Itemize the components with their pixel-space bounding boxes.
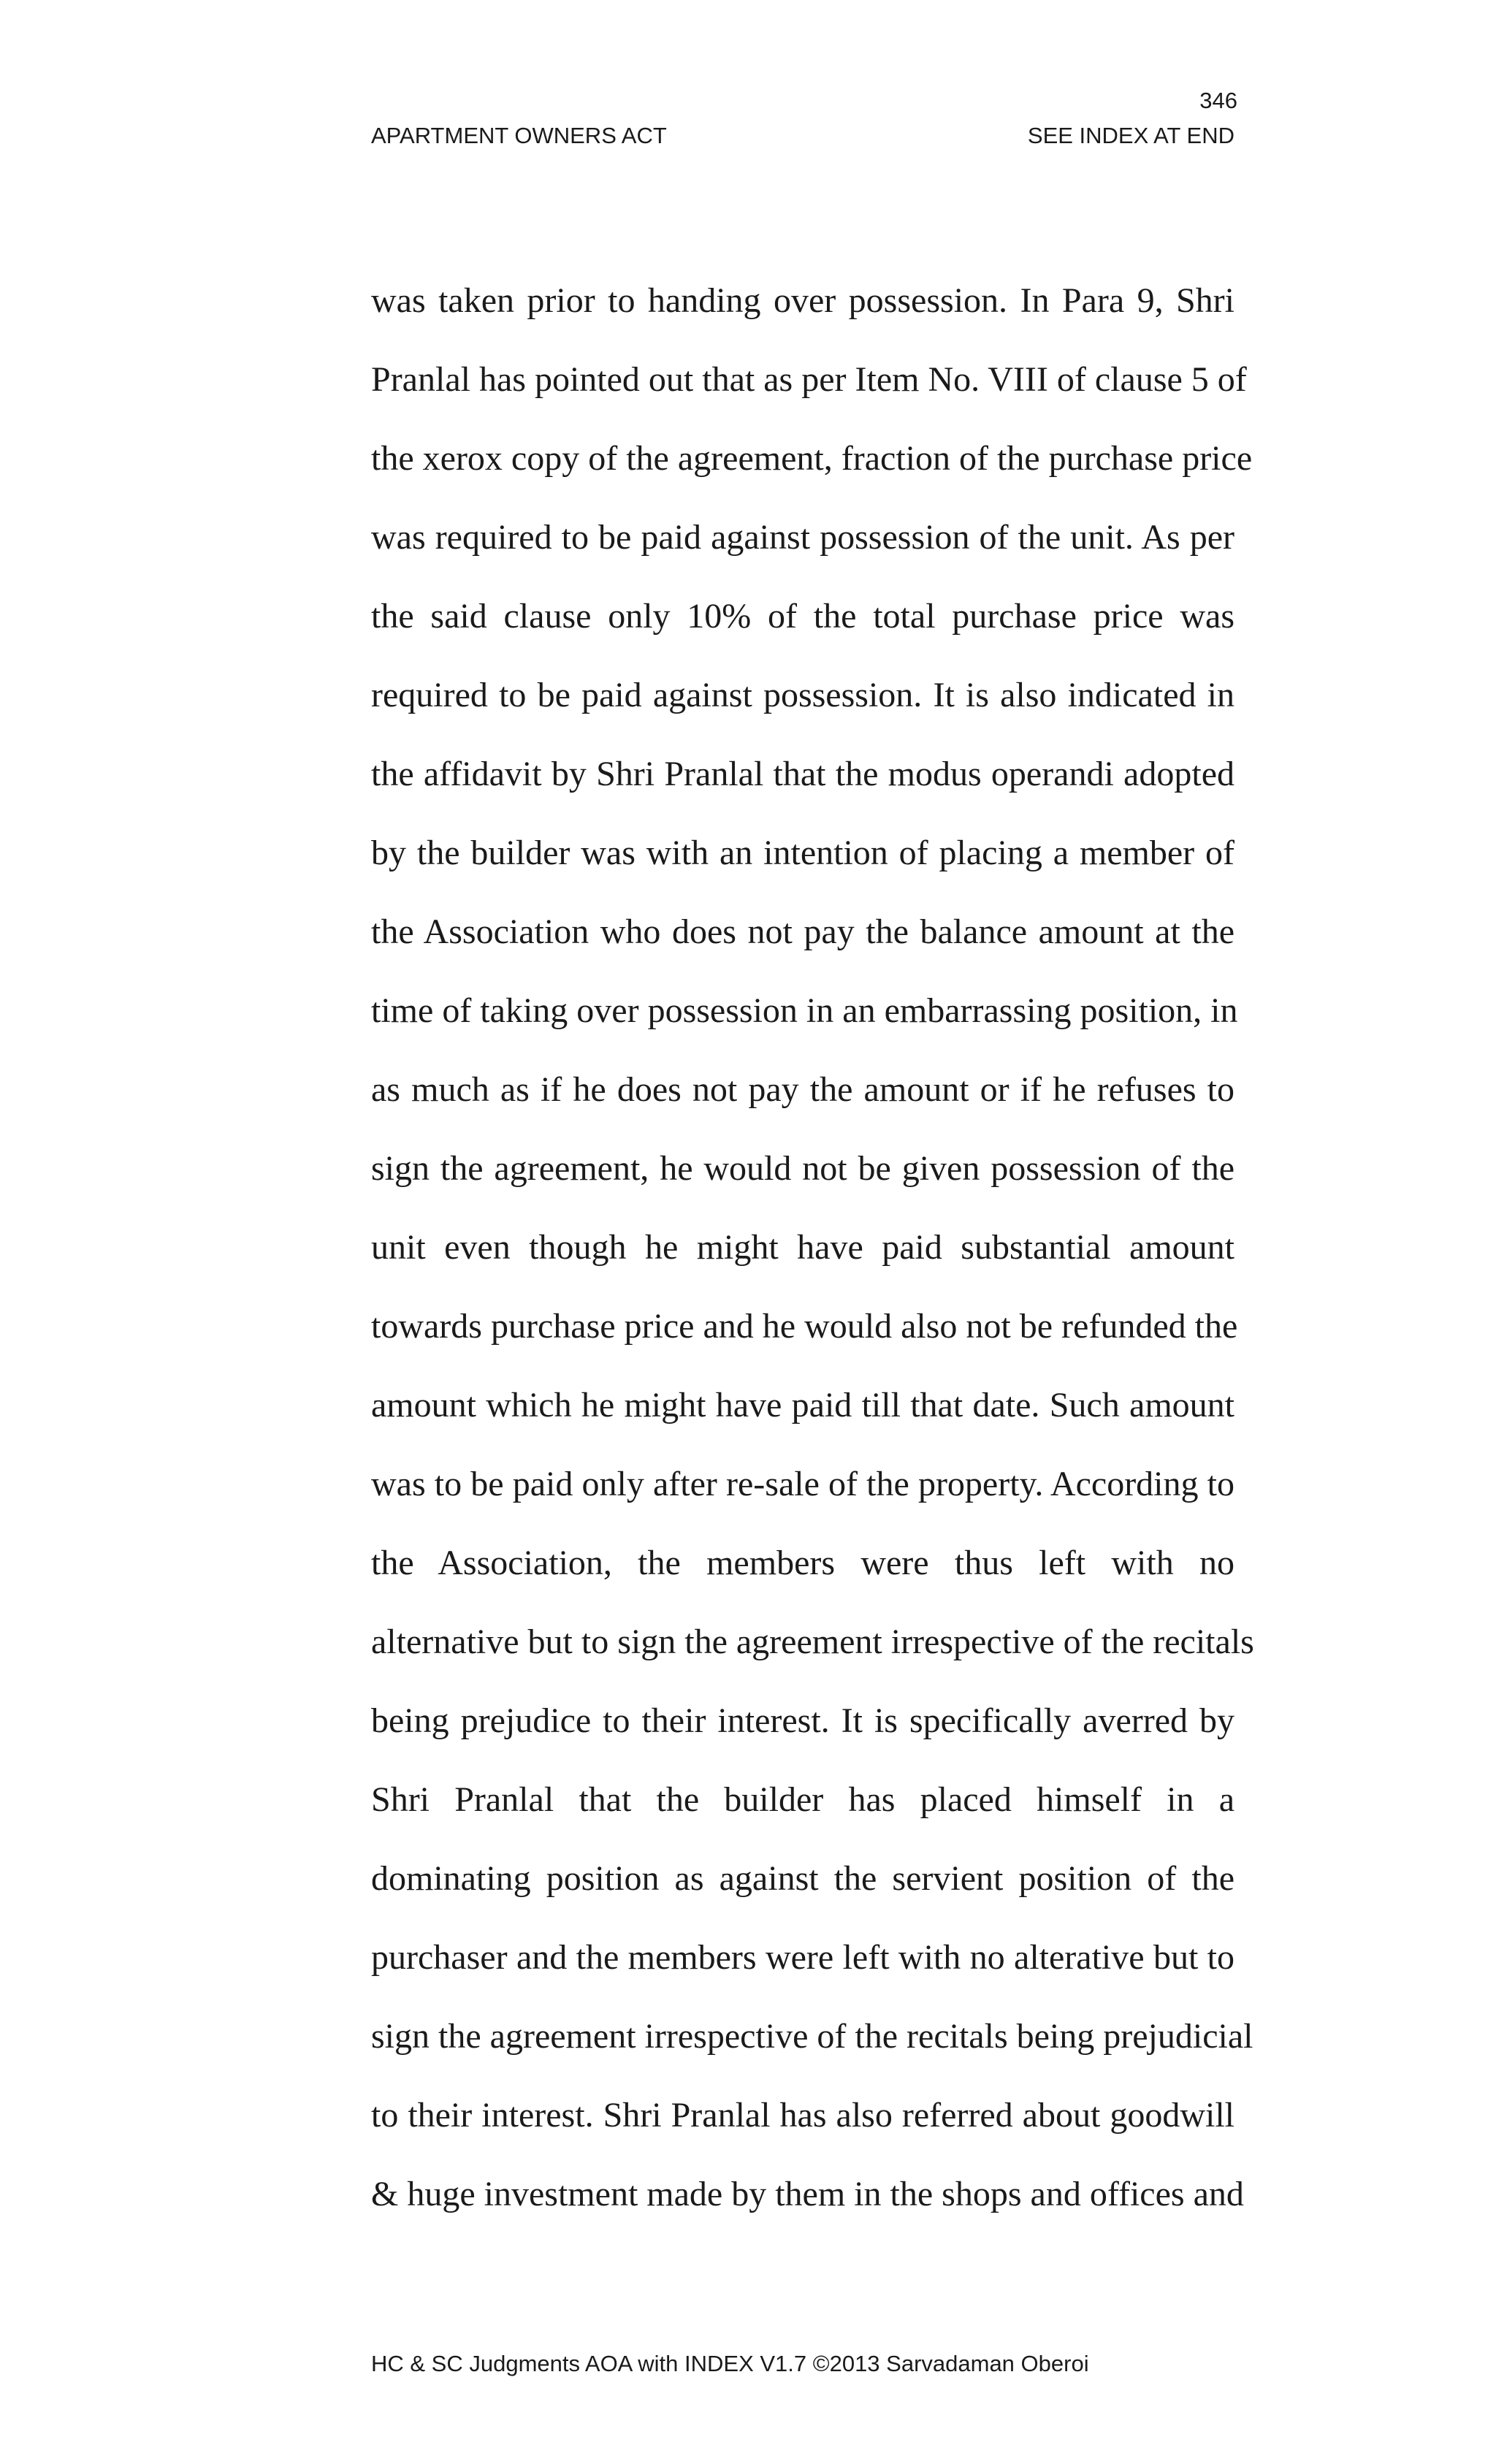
text-line: purchaser and the members were left with no alterative but to <box>371 1938 1234 1977</box>
text-line: the Association, the members were thus left with no <box>371 1544 1234 1582</box>
text-line: was taken prior to handing over possession. In Para 9, Shri <box>371 281 1234 320</box>
text-line: amount which he might have paid till that date. Such amount <box>371 1386 1234 1424</box>
text-line: dominating position as against the servient position of the <box>371 1859 1234 1898</box>
text-line: & huge investment made by them in the shops and offices and <box>371 2175 1244 2213</box>
text-line: Pranlal has pointed out that as per Item No. VIII of clause 5 of <box>371 360 1247 399</box>
text-line: was required to be paid against possession of the unit. As per <box>371 518 1234 557</box>
text-line: sign the agreement, he would not be given possession of the <box>371 1149 1234 1188</box>
page-number: 346 <box>1199 88 1237 113</box>
text-line: alternative but to sign the agreement irrespective of the recitals <box>371 1622 1254 1661</box>
text-line: the said clause only 10% of the total purchase price was <box>371 597 1234 636</box>
text-line: was to be paid only after re-sale of the property. According to <box>371 1465 1234 1503</box>
text-line: the Association who does not pay the balance amount at the <box>371 912 1234 951</box>
text-line: sign the agreement irrespective of the recitals being prejudicial <box>371 2017 1253 2056</box>
text-line: unit even though he might have paid substantial amount <box>371 1228 1234 1267</box>
text-line: the xerox copy of the agreement, fraction of the purchase price <box>371 439 1253 478</box>
text-line: by the builder was with an intention of placing a member of <box>371 834 1234 872</box>
running-header-title: APARTMENT OWNERS ACT <box>371 123 667 148</box>
text-line: to their interest. Shri Pranlal has also referred about goodwill <box>371 2096 1234 2135</box>
running-header-index-note: SEE INDEX AT END <box>1027 123 1234 148</box>
text-line: being prejudice to their interest. It is specifically averred by <box>371 1701 1234 1740</box>
text-line: time of taking over possession in an embarrassing position, in <box>371 991 1238 1030</box>
text-line: as much as if he does not pay the amount or if he refuses to <box>371 1070 1234 1109</box>
text-line: Shri Pranlal that the builder has placed himself in a <box>371 1780 1234 1819</box>
body-paragraph <box>371 262 1254 2234</box>
text-line: required to be paid against possession. It is also indicated in <box>371 676 1234 714</box>
text-line: the affidavit by Shri Pranlal that the modus operandi adopted <box>371 755 1234 793</box>
text-line: towards purchase price and he would also not be refunded the <box>371 1307 1238 1346</box>
page-footer: HC & SC Judgments AOA with INDEX V1.7 ©2013 Sarvadaman Oberoi <box>371 2351 1089 2376</box>
